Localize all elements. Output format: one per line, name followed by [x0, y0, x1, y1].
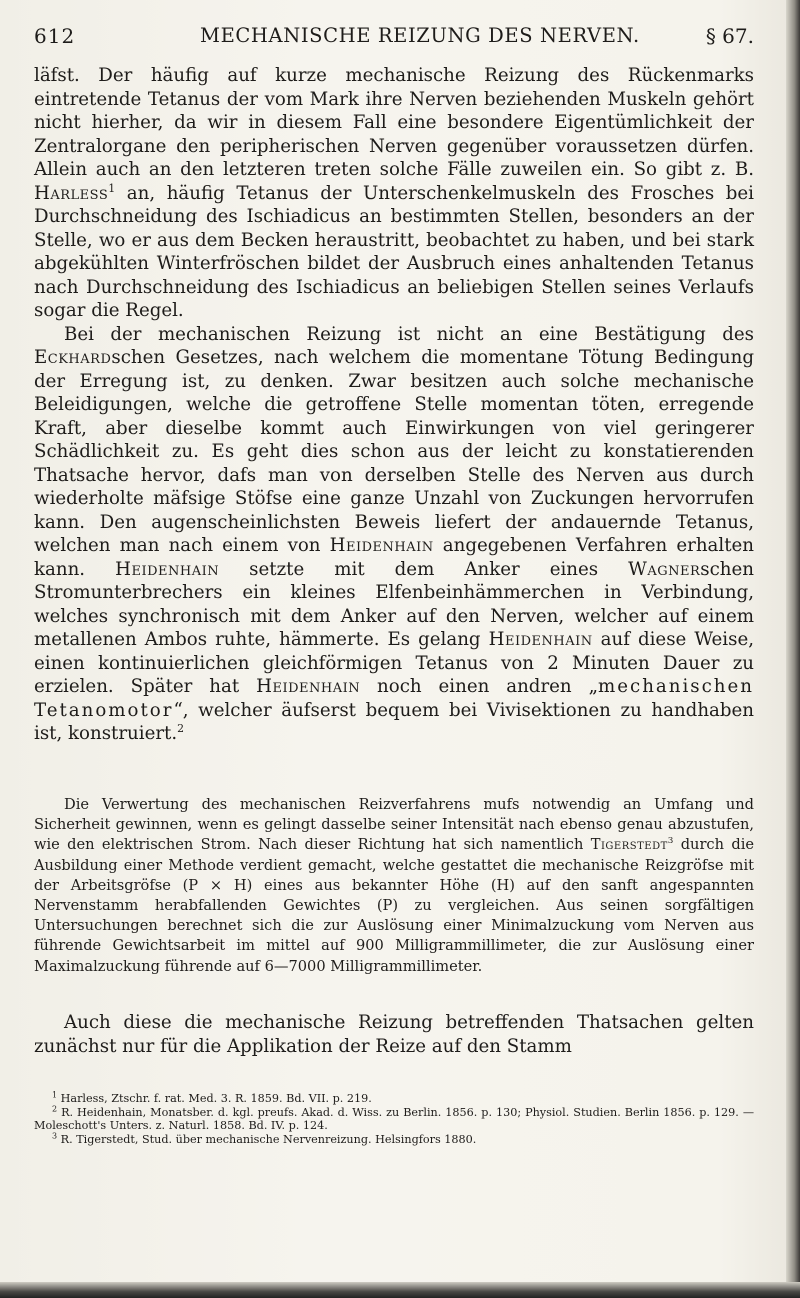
section-mark: § 67.	[705, 24, 754, 48]
author-name: Heidenhain	[329, 535, 434, 556]
footnote-2: $^2$ R. Heidenhain, Monatsber. d. kgl. preufs. Akad. d. Wiss. zu Berlin. 1856. p. 130; Physiol. Studien. Berlin 1856. p. 129. — Moleschott's Unters. z. Naturl. 1858. Bd. IV. p. 124.	[34, 1103, 755, 1133]
paragraph-2: Bei der mechanischen Reizung ist nicht an eine Bestätigung des Eckhardschen Gesetzes, nach welchem die momentane Tötung Bedingung der Erregung ist, zu denken. Zwar besitzen auch solche mechanische Beleidigungen, welche die getroffene Stelle momentan töten, erregende Kraft, aber dieselbe kommt auch Einwirkungen von viel geringerer Schädlichkeit zu. Es geht dies schon aus der leicht zu konstatierenden Thatsache hervor, dafs man von derselben Stelle des Nerven aus durch wiederholte mäfsige Stöfse eine ganze Unzahl von Zuckungen hervorrufen kann. Den augenscheinlichsten Beweis liefert der andauernde Tetanus, welchen man nach einem von Heidenhain angegebenen Verfahren erhalten kann. Heidenhain setzte mit dem Anker eines Wagnerschen Stromunterbrechers ein kleines Elfenbeinhämmerchen in Verbindung, welches synchronisch mit dem Anker auf den Nerven, welcher auf einem metallenen Ambos ruhte, hämmerte. Es gelang Heidenhain auf diese Weise, einen kontinuierlichen gleichförmigen Tetanus von 2 Minuten Dauer zu erzielen. Später hat Heidenhain noch einen andren „mechanischen Tetanomotor“, welcher äufserst bequem bei Vivisektionen zu handhaben ist, konstruiert.$^2$	[34, 323, 754, 744]
footnote-ref: 1	[108, 181, 116, 195]
small-print-paragraph: Die Verwertung des mechanischen Reizverfahrens mufs notwendig an Umfang und Sicherheit gewinnen, wenn es gelingt dasselbe seiner Intensität nach ebenso genau abzustufen, wie den elektrischen Strom. Nach dieser Richtung hat sich namentlich Tigerstedt$^3$ durch die Ausbildung einer Methode verdient gemacht, welche gestattet die mechanische Reizgröfse mit der Arbeitsgröfse (P × H) eines aus bekannter Höhe (H) auf den sanft angespannten Nervenstamm herabfallenden Gewichtes (P) zu vergleichen. Aus seinen sorgfältigen Untersuchungen berechnet sich die zur Auslösung einer Minimalzuckung vom Nerven aus führende Gewichtsarbeit im mittel auf 900 Milligrammillimeter, die zur Auslösung einer Maximalzuckung führende auf 6—7000 Milligrammillimeter.	[34, 796, 755, 975]
footnote-ref: 3	[667, 836, 674, 847]
paragraph-1: läfst. Der häufig auf kurze mechanische Reizung des Rückenmarks eintretende Tetanus der vom Mark ihre Nerven beziehenden Muskeln gehört nicht hierher, da wir in diesem Fall eine besondere Eigentümlichkeit der Zentralorgane den peripherischen Nerven gegenüber voraussetzen dürfen. Allein auch an den letzteren treten solche Fälle zuweilen ein. So gibt z. B. Harless$^1$ an, häufig Tetanus der Unterschenkelmuskeln des Frosches bei Durchschneidung des Ischiadicus an bestimmten Stellen, besonders an der Stelle, wo er aus dem Becken heraustritt, beobachtet zu haben, und bei stark abgekühlten Winterfröschen bildet der Ausbruch eines anhaltenden Tetanus nach Durchschneidung des Ischiadicus an beliebigen Stellen seines Verlaufs sogar die Regel.	[34, 65, 754, 321]
footnotes	[34, 1092, 754, 1146]
spaced-term: mechanischen Tetanomotor	[34, 676, 754, 721]
scan-bottom-edge	[0, 1282, 800, 1298]
running-header	[34, 18, 754, 52]
page-number: 612	[34, 24, 76, 48]
author-name: Heidenhain	[115, 558, 220, 580]
author-name: Heidenhain	[488, 629, 593, 650]
main-text	[34, 64, 754, 746]
author-name: Eckhard	[34, 347, 112, 368]
running-title: MECHANISCHE REIZUNG DES NERVEN.	[200, 24, 640, 47]
author-name: Harless	[34, 182, 109, 204]
page-edge-shadow	[786, 0, 800, 1298]
footnote-1: $^1$ Harless, Ztschr. f. rat. Med. 3. R. 1859. Bd. VII. p. 219.	[52, 1090, 372, 1105]
footnote-ref: 2	[177, 721, 185, 735]
author-name: Wagner	[628, 558, 701, 580]
author-name: Tigerstedt	[590, 836, 668, 854]
footnote-3: $^3$ R. Tigerstedt, Stud. über mechanische Nervenreizung. Helsingfors 1880.	[52, 1131, 477, 1146]
continuation-paragraph: Auch diese die mechanische Reizung betreffenden Thatsachen gelten zunächst nur für die Applikation der Reize auf den Stamm	[34, 1012, 754, 1057]
author-name: Heidenhain	[256, 676, 361, 697]
